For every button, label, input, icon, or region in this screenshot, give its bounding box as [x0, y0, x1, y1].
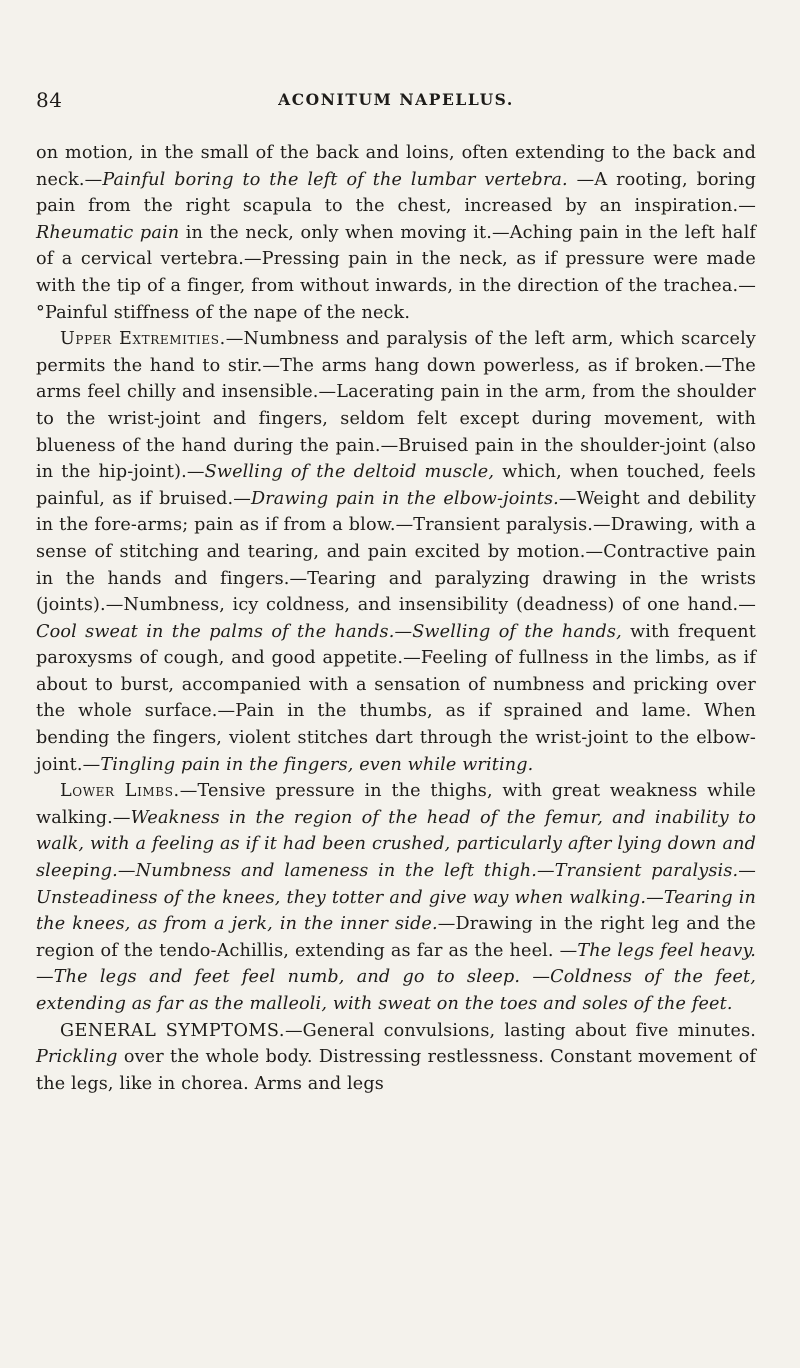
page-header — [36, 88, 756, 110]
section-heading: Upper Extremities. — [60, 329, 226, 350]
italic-run: Tearing in the knees, as from a jerk, in the inner side. — [36, 887, 757, 935]
italic-run: Tingling pain in the fingers, even while writing. — [100, 754, 534, 775]
italic-run: Unsteadiness of the knees, they totter and give way when walking. — [36, 887, 647, 908]
text-run: — — [36, 967, 54, 988]
italic-run: Cool sweat in the palms of the hands. — [36, 621, 395, 642]
section-heading: Lower Limbs. — [60, 781, 180, 802]
italic-run: Swelling of the hands, — [412, 621, 622, 642]
text-run: which, when touched, feels painful, as if bruised.— — [36, 462, 756, 509]
body-text — [36, 140, 756, 1097]
italic-run: Swelling of the deltoid muscle, — [204, 462, 495, 483]
text-run: — — [394, 621, 413, 642]
text-run: —A rooting, boring pain from the right scapula to the chest, increased by an inspiration.— — [36, 169, 756, 217]
text-run: — — [646, 887, 664, 908]
section-heading: GENERAL SYMPTOMS. — [60, 1020, 285, 1041]
text-run: on motion, in the small of the back and loins, often extending to the back and neck.— — [36, 143, 756, 190]
page-number: 84 — [36, 88, 63, 112]
italic-run: Prickling — [36, 1047, 118, 1068]
italic-run: Transient paralysis. — [554, 861, 739, 882]
italic-run: The legs and feet feel numb, and go to sleep. — [53, 967, 521, 988]
italic-run: Numbness and lameness in the left thigh. — [135, 861, 538, 882]
italic-run: Coldness of the feet, extending as far as the malleoli, with sweat on the toes and soles of the feet. — [36, 967, 756, 1014]
italic-run: The legs feel heavy. — [577, 940, 756, 961]
text-run: in the neck, only when moving it.—Aching pain in the left half of a cervical vertebra.—Pressing pain in the neck, as if pressure were made with the tip of a finger, from without inwards, in the direction of the trachea.—°Painful stiffness of the nape of the neck. — [36, 222, 757, 323]
text-run: — — [537, 861, 555, 882]
text-run: — — [738, 861, 756, 882]
running-head: ACONITUM NAPELLUS. — [278, 90, 514, 109]
paragraph-general-symptoms — [36, 1018, 756, 1098]
text-run: — — [117, 861, 136, 882]
paragraph-upper-extremities — [36, 326, 756, 778]
text-run: —Numbness and paralysis of the left arm, which scarcely permits the hand to stir.—The arms hang down powerless, as if broken.—The arms feel chilly and insensible.—Lacerating pain in the arm, from the shoulder to the wrist-joint and fingers, seldom felt except during movement, with blueness of the hand during the pain.—Bruised pain in the shoulder-joint (also in the hip-joint).— — [36, 329, 756, 483]
text-run: — — [520, 967, 551, 988]
paragraph-neck-continued — [36, 140, 756, 326]
text-run: —Drawing in the right leg and the region of the tendo-Achillis, extending as far as the heel. — — [36, 914, 756, 961]
text-run: —Tensive pressure in the thighs, with great weakness while walking.— — [36, 781, 756, 828]
paragraph-lower-limbs — [36, 778, 756, 1017]
text-run: over the whole body. Distressing restlessness. Constant movement of the legs, like in chorea. Arms and legs — [36, 1047, 756, 1094]
italic-run: Painful boring to the left of the lumbar vertebra. — [102, 169, 568, 190]
italic-run: Rheumatic pain — [36, 222, 180, 243]
text-run: with frequent paroxysms of cough, and good appetite.—Feeling of fullness in the limbs, as if about to burst, accompanied with a sensation of numbness and pricking over the whole surface.—Pain in the thumbs, as if sprained and lame. When bending the fingers, violent stitches dart through the wrist-joint to the elbow-joint.— — [36, 621, 756, 775]
text-run: —General convulsions, lasting about five minutes. — [284, 1020, 756, 1041]
text-run: —Weight and debility in the fore-arms; pain as if from a blow.—Transient paralysis.—Drawing, with a sense of stitching and tearing, and pain excited by motion.—Contractive pain in the hands and fingers.—Tearing and paralyzing drawing in the wrists (joints).—Numbness, icy coldness, and insensibility (deadness) of one hand.— — [36, 488, 757, 616]
italic-run: Weakness in the region of the head of the femur, and inability to walk, with a feeling as if it had been crushed, particularly after lying down and sleeping. — [36, 807, 756, 882]
italic-run: Drawing pain in the elbow-joints. — [250, 488, 559, 509]
